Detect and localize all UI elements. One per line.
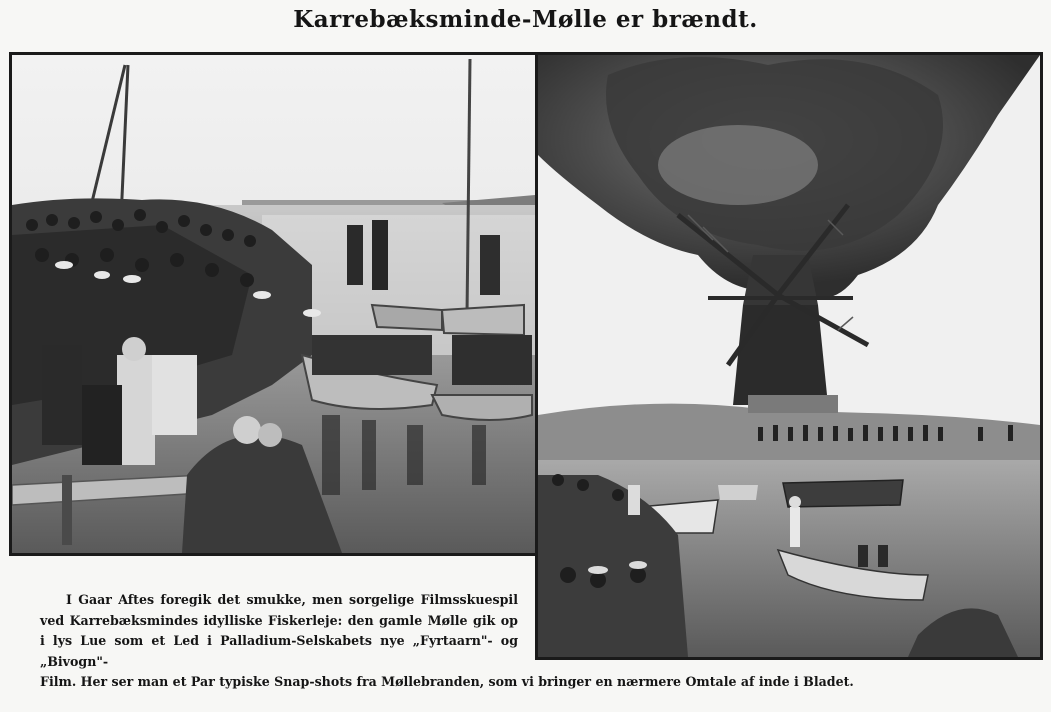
crowd-harbour-image bbox=[12, 55, 535, 553]
headline: Karrebæksminde-Mølle er brændt. bbox=[293, 6, 758, 33]
burning-windmill-image bbox=[538, 55, 1040, 657]
photo-caption-continued: Film. Her ser man et Par typiske Snap-shots fra Møllebranden, som vi bringer en nærmere Omtale af inde i Bladet. bbox=[40, 674, 854, 689]
photo-crowd-harbour bbox=[9, 52, 538, 556]
caption-text-part1: I Gaar Aftes foregik det smukke, men sorgelige Filmsskuespil ved Karrebæksmindes idylliske Fiskerleje: den gamle Mølle gik op i lys Lue som et Led i Palladium-Selskabets nye „Fyrtaarn"- og „Bivogn"- bbox=[40, 592, 518, 669]
photo-caption bbox=[40, 590, 518, 672]
photo-burning-windmill bbox=[535, 52, 1043, 660]
